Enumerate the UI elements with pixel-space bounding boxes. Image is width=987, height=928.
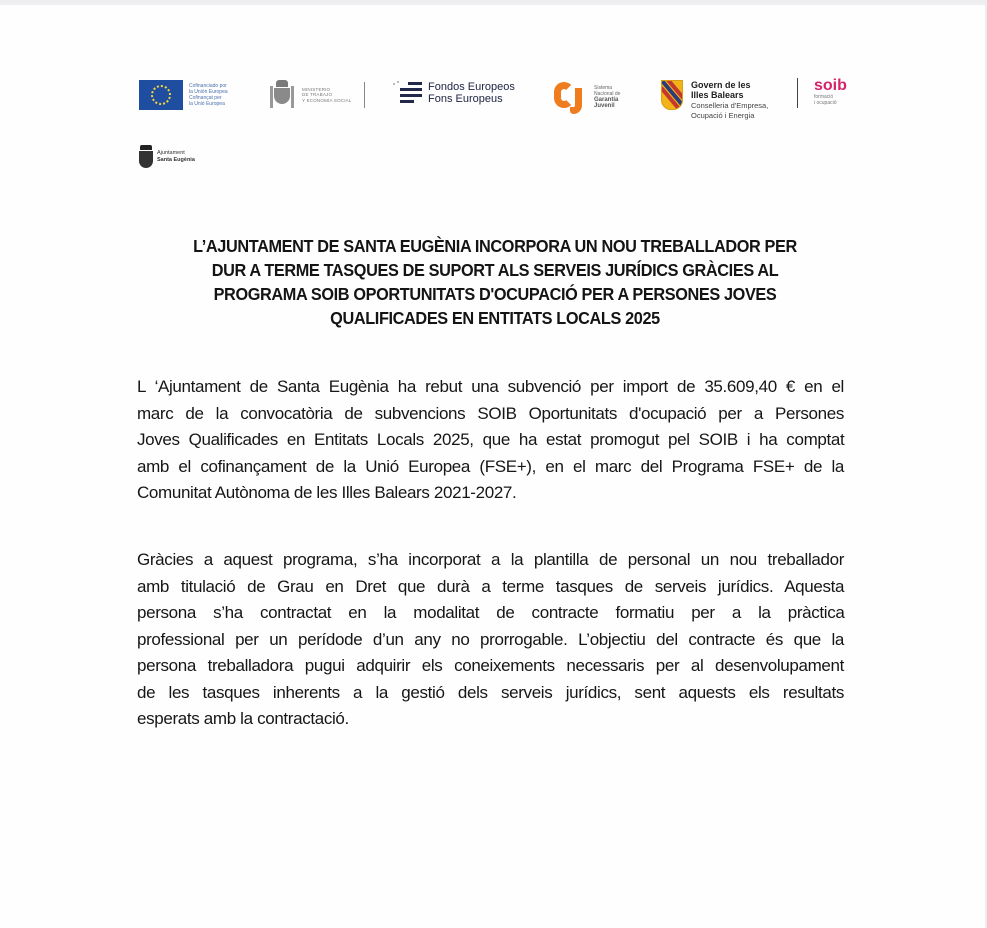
paragraph-line: persona s’ha contractat en la modalitat de contracte formatiu per a la pràctica (137, 603, 845, 622)
paragraph-line: de les tasques inherents a la gestió dels serveis jurídics, sent aquests els resultats (137, 682, 844, 702)
balearic-shield-icon (661, 80, 683, 110)
eu-text-line: la Unión Europea (189, 89, 228, 95)
govern-sub-line: Conselleria d'Empresa, (691, 101, 769, 110)
garantia-juvenil-icon (554, 78, 588, 116)
paragraph-line: esperats amb la contractació. (137, 709, 349, 728)
paragraph-line: amb titulació de Grau en Dret que durà a terme tasques de serveis jurídics. Aquesta (137, 576, 845, 596)
eu-text-line: Cofinanciado por (189, 83, 227, 89)
govern-title-line: Govern de les (691, 80, 751, 90)
title-line: DUR A TERME TASQUES DE SUPORT ALS SERVEIS JURÍDICS GRÀCIES AL (211, 260, 779, 280)
spain-coat-of-arms-icon (270, 80, 294, 110)
title-line: PROGRAMA SOIB OPORTUNITATS D'OCUPACIÓ PER A PERSONES JOVES (213, 284, 777, 304)
paragraph-line: professional per un perídode d’un any no prorrogable. L’objectiu del contracte és que la (137, 629, 845, 649)
fondos-text-line: Fondos Europeos (428, 81, 515, 93)
paragraph-line: Gràcies a aquest programa, s’ha incorporat a la plantilla de personal un nou treballador (137, 550, 844, 569)
eu-text-line: la Unió Europea (189, 101, 225, 107)
govern-sub-line: Ocupació i Energia (691, 111, 755, 120)
paragraph-line: L ‘Ajuntament de Santa Eugènia ha rebut una subvenció per import de 35.609,40 € en el (137, 377, 844, 396)
ministerio-logo (270, 80, 365, 110)
eu-logo-text (189, 83, 228, 107)
fondos-europeos-text (428, 81, 515, 105)
document-title (156, 234, 835, 330)
fondos-europeos-logo (392, 80, 515, 106)
govern-text (691, 80, 768, 121)
paragraph-line: persona treballadora pugui adquirir els coneixements necessaris per al desenvolupament (137, 656, 844, 675)
fondos-europeos-icon (392, 80, 422, 106)
ajuntament-santa-eugenia-logo (139, 145, 195, 169)
top-band (0, 0, 987, 5)
ministerio-text-line: Y ECONOMÍA SOCIAL (302, 97, 352, 103)
paragraph-line: amb el cofinançament de la Unió Europea (FSE+), en el marc del Programa FSE+ de la (137, 456, 844, 476)
ajuntament-text-line: Santa Eugènia (157, 157, 195, 163)
title-line: L’AJUNTAMENT DE SANTA EUGÈNIA INCORPORA UN NOU TREBALLADOR PER (193, 236, 797, 256)
paragraph-line: marc de la convocatòria de subvencions SOIB Oportunitats d'ocupació per a Persones (137, 403, 844, 423)
eu-text-line: Cofinançat per (189, 95, 222, 101)
ajuntament-text-line: Ajuntament (157, 150, 185, 156)
paragraph-line: Joves Qualificades en Entitats Locals 2025, que ha estat promogut pel SOIB i ha comptat (137, 430, 845, 449)
ministerio-text-line: MINISTERIO (302, 86, 331, 92)
garantia-text-bold: Garantía (594, 97, 619, 103)
logo-divider (797, 78, 798, 108)
govern-illes-balears-logo (661, 80, 768, 121)
soib-wordmark: soib (814, 77, 847, 94)
santa-eugenia-shield-icon (139, 145, 153, 169)
ministerio-text-line: DE TRABAJO (302, 92, 333, 98)
garantia-juvenil-text (594, 85, 620, 109)
soib-sub-line: formació (814, 94, 834, 100)
garantia-text-bold: Juvenil (594, 103, 615, 109)
ajuntament-text (157, 150, 195, 164)
logo-divider (364, 82, 365, 108)
soib-sub-line: i ocupació (814, 100, 837, 106)
garantia-text-line: Nacional de (594, 91, 621, 97)
eu-flag-icon (139, 80, 183, 110)
ministerio-text (302, 87, 352, 104)
paragraph-subsidy (137, 374, 844, 507)
govern-title-line: Illes Balears (691, 90, 744, 100)
fondos-text-line: Fons Europeus (428, 93, 503, 105)
title-line: QUALIFICADES EN ENTITATS LOCALS 2025 (330, 308, 660, 328)
garantia-juvenil-logo (554, 78, 620, 116)
paragraph-new-worker (137, 547, 844, 733)
paragraph-line: Comunitat Autònoma de les Illes Balears 2021-2027. (137, 483, 517, 502)
garantia-text-line: Sistema (594, 85, 613, 91)
soib-logo (797, 78, 847, 108)
eu-logo (139, 80, 228, 110)
